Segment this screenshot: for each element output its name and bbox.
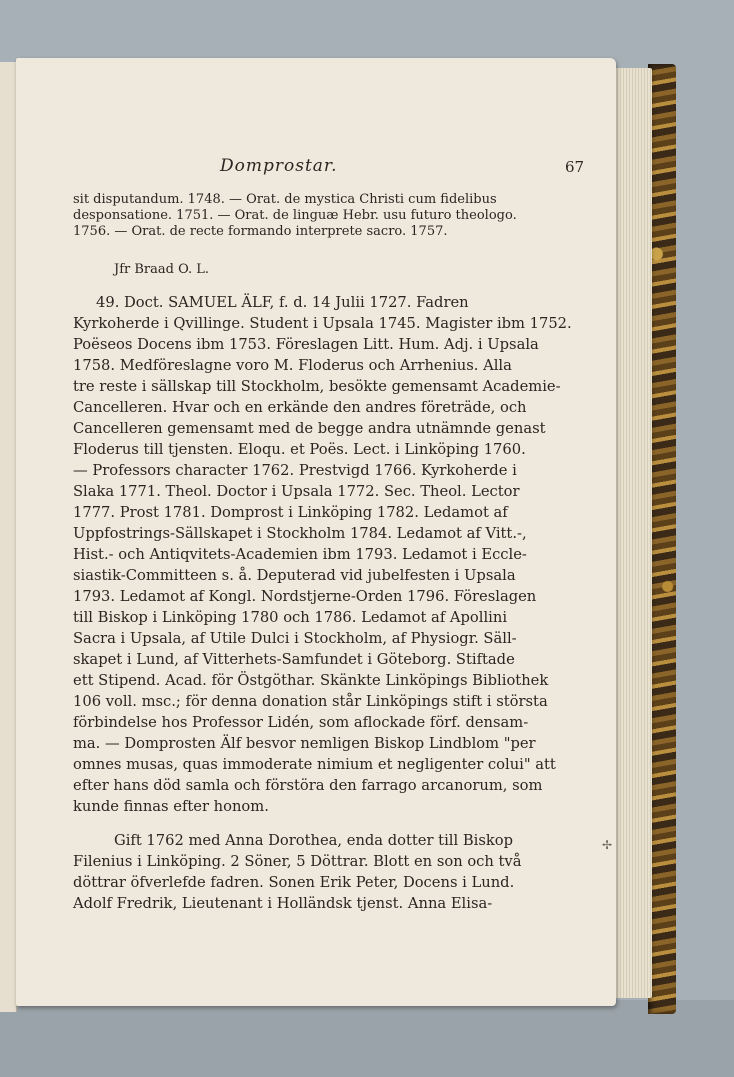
text-line: döttrar öfverlefde fadren. Sonen Erik Peter, Docens i Lund. xyxy=(73,874,515,891)
text-line: ett Stipend. Acad. för Östgöthar. Skänkte Linköpings Bibliothek xyxy=(73,672,549,689)
text-line: — Professors character 1762. Prestvigd 1766. Kyrkoherde i xyxy=(73,462,517,479)
text-line: Filenius i Linköping. 2 Söner, 5 Döttrar. Blott en son och två xyxy=(73,853,522,870)
text-line: Uppfostrings-Sällskapet i Stockholm 1784. Ledamot af Vitt.-, xyxy=(73,525,527,542)
text-line: Floderus till tjensten. Eloqu. et Poës. Lect. i Linköping 1760. xyxy=(73,441,526,458)
text-line: kunde finnas efter honom. xyxy=(73,798,269,815)
page-number: 67 xyxy=(565,158,585,176)
text-line: Kyrkoherde i Qvillinge. Student i Upsala 1745. Magister ibm 1752. xyxy=(73,315,572,332)
text-line: Hist.- och Antiqvitets-Academien ibm 1793. Ledamot i Eccle- xyxy=(73,546,527,563)
text-line: Sacra i Upsala, af Utile Dulci i Stockholm, af Physiogr. Säll- xyxy=(73,630,517,647)
text-line: 106 voll. msc.; för denna donation står Linköpings stift i största xyxy=(73,693,548,710)
text-line: Slaka 1771. Theol. Doctor i Upsala 1772. Sec. Theol. Lector xyxy=(73,483,520,500)
text-line: 1756. — Orat. de recte formando interprete sacro. 1757. xyxy=(73,224,448,239)
running-head: Domprostar. xyxy=(220,156,338,176)
text-line: omnes musas, quas immoderate nimium et negligenter colui" att xyxy=(73,756,556,773)
text-line: Cancelleren. Hvar och en erkände den andres företräde, och xyxy=(73,399,527,416)
text-line: Adolf Fredrik, Lieutenant i Holländsk tjenst. Anna Elisa- xyxy=(73,895,493,912)
text-line: sit disputandum. 1748. — Orat. de mystica Christi cum fidelibus xyxy=(73,192,497,207)
text-line: skapet i Lund, af Vitterhets-Samfundet i Göteborg. Stiftade xyxy=(73,651,515,668)
text-line: till Biskop i Linköping 1780 och 1786. Ledamot af Apollini xyxy=(73,609,508,626)
text-line: siastik-Committeen s. å. Deputerad vid jubelfesten i Upsala xyxy=(73,567,516,584)
book-spine xyxy=(648,64,676,1014)
text-line: förbindelse hos Professor Lidén, som aflockade förf. densam- xyxy=(73,714,529,731)
text-line: Jfr Braad O. L. xyxy=(114,262,210,277)
text-line: 49. Doct. SAMUEL ÄLF, f. d. 14 Julii 1727. Fadren xyxy=(96,294,469,311)
text-line: Cancelleren gemensamt med de begge andra utnämnde genast xyxy=(73,420,546,437)
decorative-mark: ✢ xyxy=(602,838,613,852)
text-line: 1777. Prost 1781. Domprost i Linköping 1782. Ledamot af xyxy=(73,504,508,521)
text-line: Poëseos Docens ibm 1753. Föreslagen Litt. Hum. Adj. i Upsala xyxy=(73,336,539,353)
text-line: 1793. Ledamot af Kongl. Nordstjerne-Orden 1796. Föreslagen xyxy=(73,588,537,605)
text-line: Gift 1762 med Anna Dorothea, enda dotter till Biskop xyxy=(114,832,514,849)
left-page-edge xyxy=(0,62,17,1012)
table-surface xyxy=(0,1000,734,1077)
text-line: 1758. Medföreslagne voro M. Floderus och Arrhenius. Alla xyxy=(73,357,512,374)
text-line: efter hans död samla och förstöra den farrago arcanorum, som xyxy=(73,777,543,794)
text-line: desponsatione. 1751. — Orat. de linguæ Hebr. usu futuro theologo. xyxy=(73,208,517,223)
page-edges xyxy=(612,68,652,998)
text-line: tre reste i sällskap till Stockholm, besökte gemensamt Academie- xyxy=(73,378,561,395)
text-line: ma. — Domprosten Älf besvor nemligen Biskop Lindblom "per xyxy=(73,735,536,752)
